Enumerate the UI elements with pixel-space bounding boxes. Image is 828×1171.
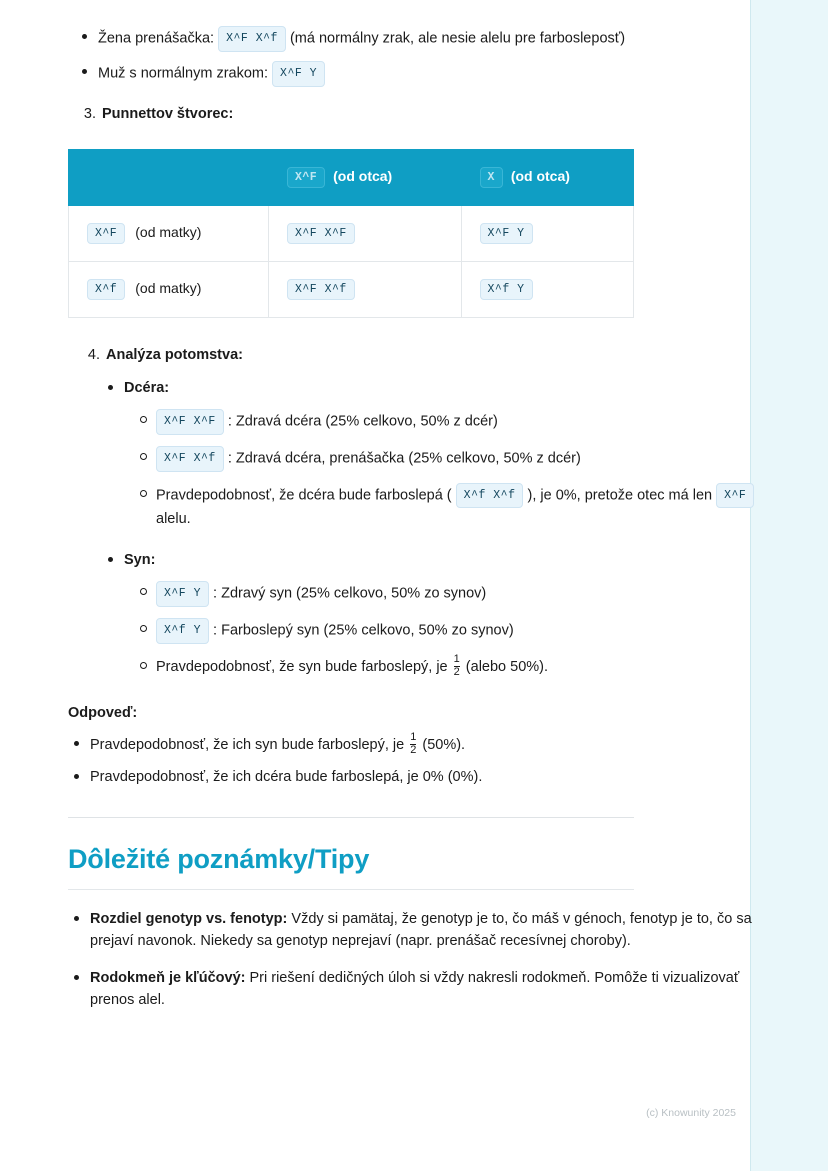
item-text: : Zdravá dcéra (25% celkovo, 50% z dcér) — [227, 413, 498, 430]
fraction-denominator: 2 — [453, 665, 460, 678]
bullet-text-after: (má normálny zrak, ale nesie alelu pre farbosleposť) — [289, 30, 626, 47]
row-header-label: (od matky) — [135, 224, 202, 241]
divider — [68, 817, 634, 818]
answer-text-line2: Pravdepodobnosť, že ich dcéra bude farboslepá, je 0% (0%). — [90, 769, 483, 786]
table-corner-cell — [69, 150, 269, 206]
document-content — [68, 26, 768, 1012]
list-item — [102, 377, 768, 399]
fraction-numerator: 1 — [410, 731, 417, 744]
bullet-text-before: Muž s normálnym zrakom: — [98, 65, 269, 82]
table-row-header-mother-1 — [69, 206, 269, 262]
table-row-header-mother-2 — [69, 262, 269, 318]
genotype-code: X^F X^f — [218, 26, 286, 52]
probability-text-post: alelu. — [156, 511, 191, 528]
list-item — [102, 549, 768, 571]
daughter-label: Dcéra: — [124, 379, 170, 396]
note-title: Rozdiel genotyp vs. fenotyp: — [90, 910, 288, 927]
fraction-denominator: 2 — [410, 743, 417, 756]
probability-text-post: (alebo 50%). — [465, 658, 549, 675]
list-item — [134, 409, 768, 435]
genotype-code: X^f Y — [156, 618, 209, 644]
list-item — [134, 581, 768, 607]
allele-code: X^f — [87, 279, 125, 300]
allele-code: X^F — [87, 223, 125, 244]
genotype-code: X^F X^F — [287, 223, 355, 244]
daughter-section — [102, 377, 768, 399]
punnett-square-table — [68, 149, 634, 318]
table-cell — [269, 262, 462, 318]
list-item — [76, 26, 768, 52]
allele-code: X^F — [287, 167, 325, 188]
genotype-code: X^f X^f — [456, 483, 524, 509]
item-text: : Zdravý syn (25% celkovo, 50% zo synov) — [213, 586, 487, 603]
answer-list — [68, 733, 768, 789]
bullet-text-before: Žena prenášačka: — [98, 30, 215, 47]
list-item — [68, 766, 768, 788]
header-label: (od otca) — [510, 168, 570, 185]
fraction — [410, 732, 416, 756]
answer-text-post: (50%). — [422, 737, 466, 753]
header-label: (od otca) — [333, 168, 393, 185]
genotype-code: X^F Y — [272, 61, 325, 87]
fraction — [454, 654, 460, 678]
probability-text-pre: Pravdepodobnosť, že syn bude farboslepý, je — [156, 658, 448, 675]
step-4 — [80, 344, 768, 366]
item-text: : Farboslepý syn (25% celkovo, 50% zo synov) — [213, 622, 514, 639]
page-title: Dôležité poznámky/Tipy — [68, 843, 370, 874]
list-item — [134, 446, 768, 472]
list-item — [76, 61, 768, 87]
table-row — [69, 262, 634, 318]
probability-text-mid: ), je 0%, pretože otec má len — [527, 487, 713, 504]
son-label: Syn: — [124, 551, 156, 568]
step-4-marker: 4. — [87, 347, 100, 364]
answer-heading: Odpoveď: — [68, 705, 138, 722]
note-text: Pri riešení dedičných úloh si vždy nakresli rodokmeň. Pomôže ti vizualizovať prenos alel. — [90, 969, 740, 1009]
step-3-marker: 3. — [83, 105, 96, 122]
list-item — [134, 483, 768, 531]
list-item — [68, 967, 768, 1012]
note-title: Rodokmeň je kľúčový: — [90, 969, 246, 986]
list-item — [134, 655, 768, 679]
table-cell — [269, 206, 462, 262]
step-4-label: Analýza potomstva: — [106, 347, 243, 364]
list-item — [68, 908, 768, 953]
probability-text-pre: Pravdepodobnosť, že dcéra bude farboslepá ( — [156, 487, 452, 504]
note-text: Vždy si pamätaj, že genotyp je to, čo máš v génoch, fenotyp je to, čo sa prejaví navonok. Niekedy sa genotyp neprejaví (napr. prenášač recesívnej choroby). — [90, 910, 752, 950]
genotype-code: X^F X^f — [287, 279, 355, 300]
step-3-label: Punnettov štvorec: — [102, 105, 234, 122]
genotype-code: X^F X^f — [156, 446, 224, 472]
table-header-father-2 — [461, 150, 633, 206]
table-header-row — [69, 150, 634, 206]
genotype-code: X^f Y — [480, 279, 533, 300]
genotype-code: X^F Y — [480, 223, 533, 244]
row-header-label: (od matky) — [135, 280, 202, 297]
section-underline — [68, 889, 634, 890]
son-section — [102, 549, 768, 571]
list-item — [68, 733, 768, 757]
step-3 — [76, 103, 768, 125]
genotype-code: X^F Y — [156, 581, 209, 607]
genotype-code: X^F X^F — [156, 409, 224, 435]
allele-code: X^F — [716, 483, 754, 509]
son-items — [134, 581, 768, 679]
allele-code: X — [480, 167, 503, 188]
table-cell — [461, 262, 633, 318]
list-item — [134, 618, 768, 644]
genotype-bullet-list — [76, 26, 768, 87]
answer-text-pre: Pravdepodobnosť, že ich syn bude farboslepý, je — [90, 737, 405, 753]
notes-list — [68, 908, 768, 1012]
copyright-credit: (c) Knowunity 2025 — [646, 1107, 736, 1119]
fraction-numerator: 1 — [453, 653, 460, 666]
daughter-items — [134, 409, 768, 531]
table-header-father-1 — [269, 150, 462, 206]
table-row — [69, 206, 634, 262]
table-cell — [461, 206, 633, 262]
item-text: : Zdravá dcéra, prenášačka (25% celkovo, 50% z dcér) — [227, 450, 581, 467]
